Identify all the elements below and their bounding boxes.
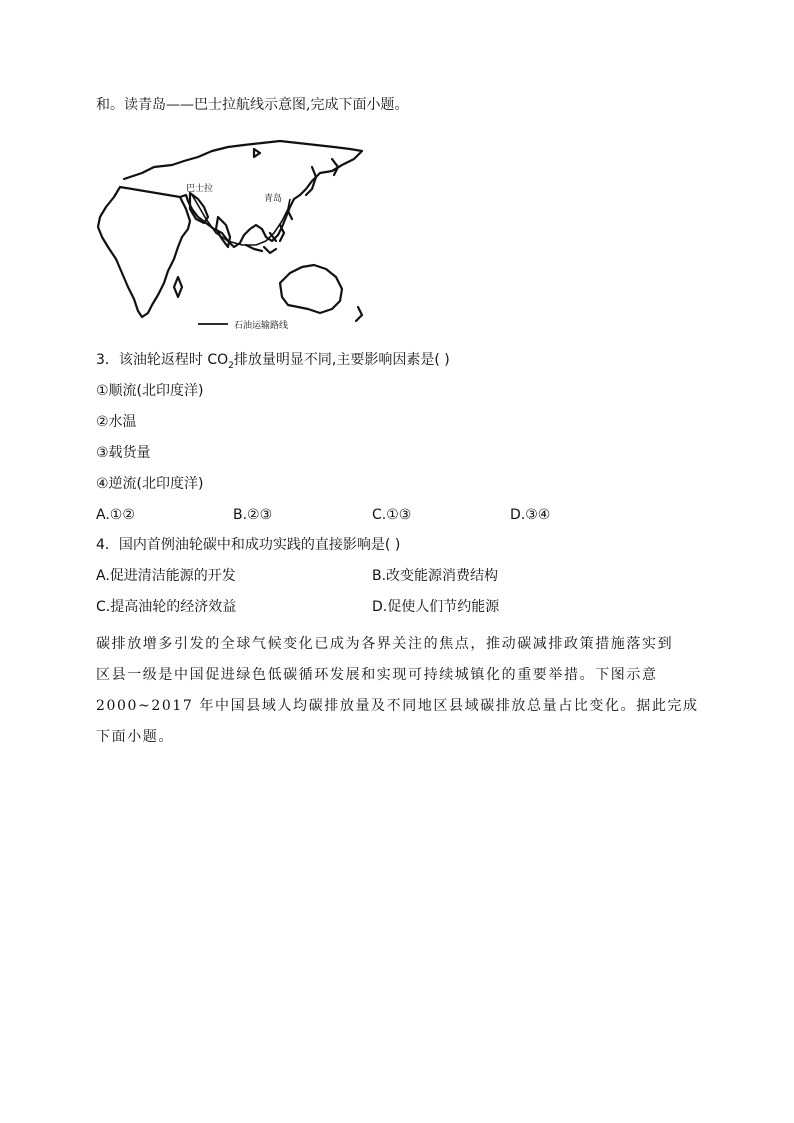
- india-outline: [216, 217, 230, 247]
- intro-text: 和。读青岛——巴士拉航线示意图,完成下面小题。: [96, 97, 409, 113]
- arctic-island-outline: [254, 149, 260, 157]
- continent-outline: [98, 141, 362, 317]
- passage-line-1: 碳排放增多引发的全球气候变化已成为各界关注的焦点，推动碳减排政策措施落实到: [96, 636, 674, 652]
- label-qingdao: 青岛: [264, 194, 283, 204]
- q3-item-2: ②水温: [96, 414, 137, 430]
- question-3-stem: 3．该油轮返程时 $CO_2$排放量明显不同,主要影响因素是( ): [96, 352, 450, 371]
- q3-item-1: ①顺流(北印度洋): [96, 383, 204, 399]
- q4-option-d[interactable]: D.促使人们节约能源: [372, 599, 500, 615]
- australia-outline: [280, 265, 342, 313]
- q3-option-b[interactable]: B.②③: [233, 507, 273, 523]
- q4-option-b[interactable]: B.改变能源消费结构: [372, 568, 499, 584]
- kamchatka-outline: [332, 159, 338, 175]
- q4-option-c[interactable]: C.提高油轮的经济效益: [96, 599, 237, 615]
- q3-option-a[interactable]: A.①②: [96, 507, 135, 523]
- q3-option-c[interactable]: C.①③: [372, 507, 412, 523]
- passage-line-4: 下面小题。: [96, 729, 174, 745]
- newzealand-outline: [356, 307, 362, 321]
- q3-item-3: ③载货量: [96, 445, 151, 461]
- passage: [96, 629, 700, 753]
- route-map: [94, 137, 366, 333]
- label-basra: 巴士拉: [186, 184, 214, 194]
- q3-item-4: ④逆流(北印度洋): [96, 476, 204, 492]
- question-4-stem: 4．国内首例油轮碳中和成功实践的直接影响是( ): [96, 537, 401, 553]
- madagascar-outline: [174, 277, 182, 297]
- passage-line-3: 2000~2017 年中国县域人均碳排放量及不同地区县域碳排放总量占比变化。据此完成: [96, 698, 699, 714]
- passage-line-2: 区县一级是中国促进绿色低碳循环发展和实现可持续城镇化的重要举措。下图示意: [96, 667, 658, 683]
- legend-label: 石油运输路线: [234, 321, 289, 331]
- q3-option-d[interactable]: D.③④: [510, 507, 551, 523]
- q4-option-a[interactable]: A.促进清洁能源的开发: [96, 568, 236, 584]
